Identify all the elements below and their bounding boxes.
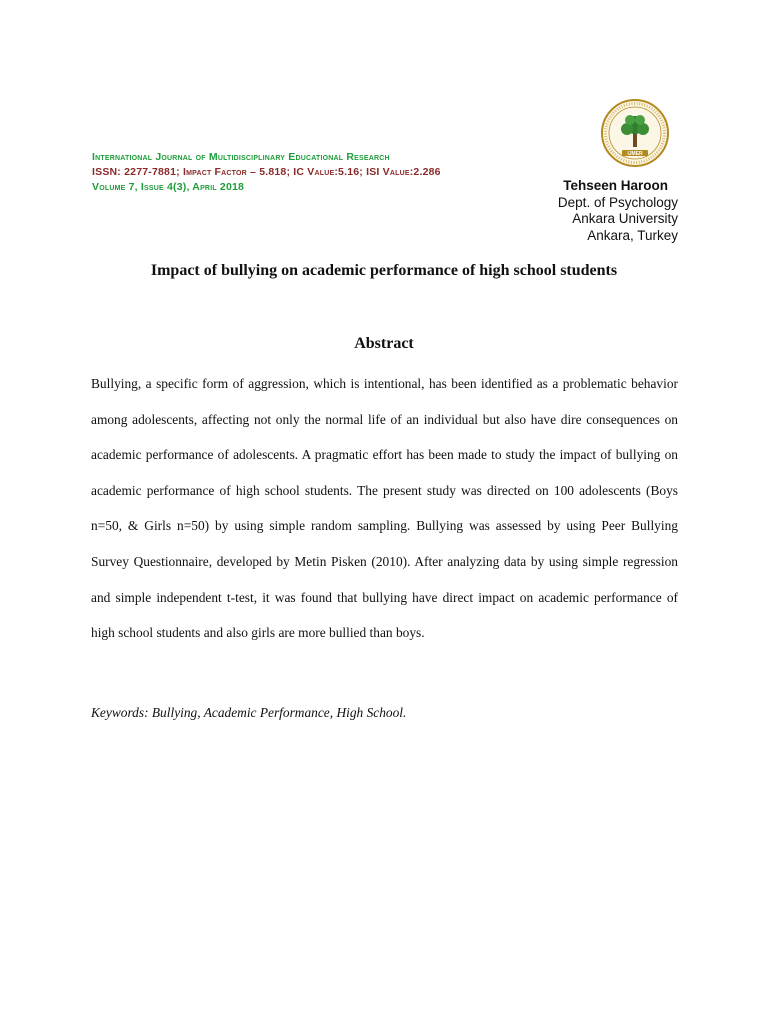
keywords: Keywords: Bullying, Academic Performance, High School. <box>91 705 407 720</box>
author-block <box>558 178 678 244</box>
abstract-heading: Abstract <box>354 335 414 352</box>
author-department: Dept. of Psychology <box>557 194 678 210</box>
journal-name: International Journal of Multidisciplinary Educational Research <box>92 151 390 163</box>
paper-title: Impact of bullying on academic performance of high school students <box>150 262 618 279</box>
journal-issn-line: ISSN: 2277-7881; Impact Factor – 5.818; IC Value:5.16; ISI Value:2.286 <box>92 166 441 178</box>
journal-logo <box>600 98 670 168</box>
author-name: Tehseen Haroon <box>563 178 668 193</box>
author-university: Ankara University <box>572 211 678 226</box>
journal-header <box>92 150 512 195</box>
tree-emblem-icon <box>600 98 670 168</box>
logo-text: IJMER <box>627 151 643 157</box>
abstract-body: Bullying, a specific form of aggression, which is intentional, has been identified as a problematic behavior among adolescents, affecting not only the normal life of an individual but also have dire consequences on academic performance of adolescents. A pragmatic effort has been made to study the impact of bullying on academic performance of high school students. The present study was directed on 100 adolescents (Boys n=50, & Girls n=50) by using simple random sampling. Bullying was assessed by using Peer Bullying Survey Questionnaire, developed by Metin Pisken (2010). After analyzing data by using simple regression and simple independent t-test, it was found that bullying have direct impact on academic performance of high school students and also girls are more bullied than boys. <box>91 376 678 641</box>
author-location: Ankara, Turkey <box>587 227 678 243</box>
journal-volume-line: Volume 7, Issue 4(3), April 2018 <box>92 181 245 193</box>
